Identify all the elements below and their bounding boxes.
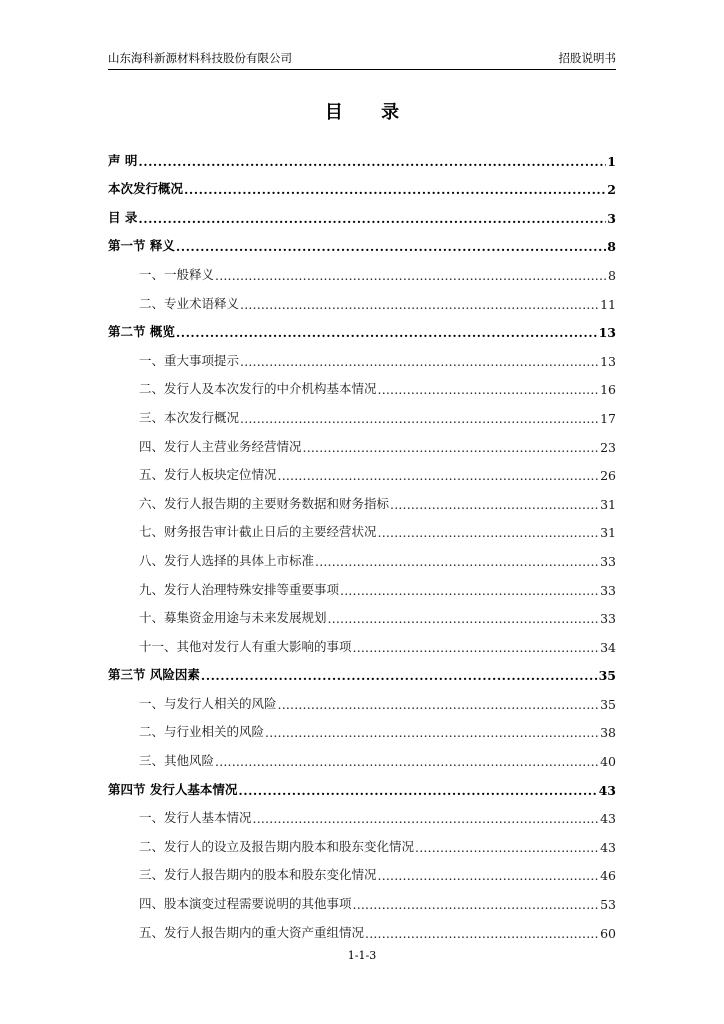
- toc-section-entry[interactable]: [108, 312, 616, 341]
- toc-entry-page: 43: [600, 839, 616, 855]
- toc-dot-leader: [328, 611, 600, 626]
- toc-entry-page: 8: [607, 239, 616, 255]
- table-of-contents: [108, 140, 616, 941]
- toc-entry-title: 四、股本演变过程需要说明的其他事项: [139, 896, 352, 912]
- toc-subsection-entry[interactable]: [108, 826, 616, 855]
- toc-entry-page: 33: [600, 611, 616, 627]
- toc-entry-page: 40: [600, 754, 616, 770]
- toc-entry-page: 13: [598, 325, 616, 341]
- toc-dot-leader: [378, 868, 600, 883]
- toc-entry-page: 31: [600, 496, 616, 512]
- toc-entry-title: 第四节 发行人基本情况: [108, 781, 238, 797]
- toc-dot-leader: [240, 411, 599, 426]
- toc-dot-leader: [138, 154, 606, 169]
- toc-dot-leader: [365, 926, 599, 941]
- toc-entry-title: 目 录: [108, 209, 138, 225]
- toc-entry-page: 16: [600, 382, 616, 398]
- toc-entry-title: 四、发行人主营业务经营情况: [139, 438, 302, 454]
- toc-entry-title: 二、发行人的设立及报告期内股本和股东变化情况: [139, 838, 415, 854]
- toc-dot-leader: [378, 382, 600, 397]
- toc-dot-leader: [265, 725, 599, 740]
- toc-entry-page: 35: [600, 696, 616, 712]
- toc-subsection-entry[interactable]: [108, 512, 616, 541]
- toc-entry-page: 34: [600, 639, 616, 655]
- toc-entry-page: 60: [600, 925, 616, 941]
- toc-entry-title: 二、与行业相关的风险: [139, 724, 265, 740]
- toc-entry-page: 38: [600, 725, 616, 741]
- toc-subsection-entry[interactable]: [108, 569, 616, 598]
- toc-entry-page: 46: [600, 868, 616, 884]
- toc-entry-page: 53: [600, 897, 616, 913]
- toc-entry-title: 十一、其他对发行人有重大影响的事项: [139, 638, 352, 654]
- toc-dot-leader: [303, 440, 600, 455]
- toc-dot-leader: [184, 182, 606, 197]
- toc-section-entry[interactable]: [108, 769, 616, 798]
- toc-entry-page: 31: [600, 525, 616, 541]
- toc-dot-leader: [240, 297, 599, 312]
- toc-entry-title: 五、发行人板块定位情况: [139, 467, 277, 483]
- toc-entry-title: 三、发行人报告期内的股本和股东变化情况: [139, 867, 377, 883]
- toc-entry-title: 二、发行人及本次发行的中介机构基本情况: [139, 381, 377, 397]
- toc-entry-title: 十、募集资金用途与未来发展规划: [139, 610, 327, 626]
- toc-dot-leader: [378, 525, 600, 540]
- toc-entry-page: 3: [607, 210, 616, 226]
- toc-entry-page: 26: [600, 468, 616, 484]
- toc-subsection-entry[interactable]: [108, 626, 616, 655]
- toc-dot-leader: [315, 554, 599, 569]
- toc-dot-leader: [278, 468, 600, 483]
- toc-entry-page: 33: [600, 553, 616, 569]
- toc-entry-page: 23: [600, 439, 616, 455]
- toc-section-entry[interactable]: [108, 655, 616, 684]
- toc-entry-title: 一、重大事项提示: [139, 352, 240, 368]
- toc-entry-page: 43: [598, 782, 616, 798]
- toc-entry-title: 三、其他风险: [139, 753, 215, 769]
- page-number: 1-1-3: [347, 949, 377, 962]
- toc-dot-leader: [176, 325, 598, 340]
- toc-subsection-entry[interactable]: [108, 340, 616, 369]
- toc-entry-title: 八、发行人选择的具体上市标准: [139, 552, 315, 568]
- header-company-name: 山东海科新源材料科技股份有限公司: [108, 51, 292, 65]
- toc-section-entry[interactable]: [108, 226, 616, 255]
- toc-dot-leader: [201, 668, 598, 683]
- toc-dot-leader: [215, 754, 599, 769]
- toc-subsection-entry[interactable]: [108, 483, 616, 512]
- toc-subsection-entry[interactable]: [108, 397, 616, 426]
- page-title: 目 录: [324, 102, 416, 123]
- toc-entry-title: 七、财务报告审计截止日后的主要经营状况: [139, 524, 377, 540]
- toc-entry-page: 17: [600, 410, 616, 426]
- toc-subsection-entry[interactable]: [108, 455, 616, 484]
- toc-entry-title: 声 明: [108, 152, 138, 168]
- toc-subsection-entry[interactable]: [108, 683, 616, 712]
- running-header: [108, 50, 616, 68]
- toc-dot-leader: [278, 697, 600, 712]
- toc-subsection-entry[interactable]: [108, 254, 616, 283]
- toc-section-entry[interactable]: [108, 197, 616, 226]
- toc-dot-leader: [353, 897, 600, 912]
- toc-entry-title: 一、发行人基本情况: [139, 810, 252, 826]
- toc-section-entry[interactable]: [108, 140, 616, 169]
- toc-entry-page: 33: [600, 582, 616, 598]
- toc-section-entry[interactable]: [108, 169, 616, 198]
- toc-entry-page: 13: [600, 353, 616, 369]
- toc-dot-leader: [176, 239, 606, 254]
- toc-subsection-entry[interactable]: [108, 855, 616, 884]
- toc-entry-title: 一、一般释义: [139, 266, 215, 282]
- toc-dot-leader: [253, 811, 600, 826]
- toc-entry-page: 11: [600, 296, 616, 312]
- toc-dot-leader: [215, 268, 607, 283]
- toc-subsection-entry[interactable]: [108, 426, 616, 455]
- toc-subsection-entry[interactable]: [108, 798, 616, 827]
- toc-entry-page: 35: [598, 668, 616, 684]
- toc-dot-leader: [240, 354, 599, 369]
- toc-subsection-entry[interactable]: [108, 712, 616, 741]
- toc-entry-page: 43: [600, 811, 616, 827]
- toc-dot-leader: [353, 640, 600, 655]
- toc-dot-leader: [390, 497, 599, 512]
- toc-entry-title: 第一节 释义: [108, 238, 175, 254]
- toc-entry-page: 1: [607, 153, 616, 169]
- toc-entry-title: 本次发行概况: [108, 181, 184, 197]
- toc-entry-title: 二、专业术语释义: [139, 295, 240, 311]
- toc-dot-leader: [138, 211, 606, 226]
- toc-dot-leader: [340, 583, 599, 598]
- toc-entry-title: 六、发行人报告期的主要财务数据和财务指标: [139, 495, 390, 511]
- toc-dot-leader: [415, 840, 599, 855]
- toc-entry-title: 第二节 概览: [108, 324, 175, 340]
- toc-dot-leader: [238, 783, 597, 798]
- toc-entry-title: 一、与发行人相关的风险: [139, 695, 277, 711]
- toc-entry-title: 三、本次发行概况: [139, 409, 240, 425]
- header-document-type: 招股说明书: [558, 51, 616, 65]
- toc-entry-page: 2: [607, 182, 616, 198]
- toc-entry-title: 五、发行人报告期内的重大资产重组情况: [139, 924, 365, 940]
- toc-subsection-entry[interactable]: [108, 883, 616, 912]
- toc-entry-page: 8: [608, 267, 616, 283]
- toc-subsection-entry[interactable]: [108, 540, 616, 569]
- toc-subsection-entry[interactable]: [108, 283, 616, 312]
- toc-subsection-entry[interactable]: [108, 369, 616, 398]
- toc-subsection-entry[interactable]: [108, 912, 616, 941]
- toc-subsection-entry[interactable]: [108, 740, 616, 769]
- toc-subsection-entry[interactable]: [108, 598, 616, 627]
- toc-entry-title: 九、发行人治理特殊安排等重要事项: [139, 581, 340, 597]
- header-divider: [108, 69, 616, 70]
- toc-entry-title: 第三节 风险因素: [108, 667, 200, 683]
